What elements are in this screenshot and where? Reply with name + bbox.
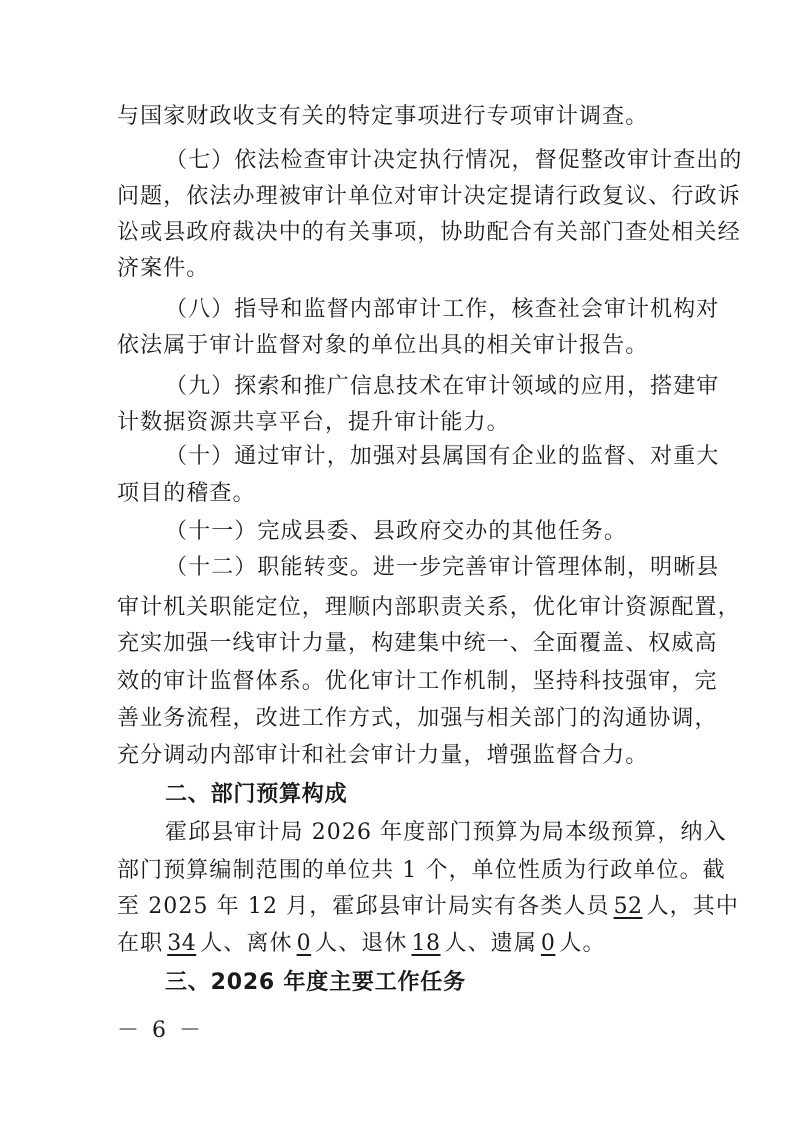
paragraph-line: （九）探索和推广信息技术在审计领域的应用，搭建审	[165, 374, 720, 399]
section-heading-main-tasks: 三、2026 年度主要工作任务	[165, 970, 466, 995]
paragraph-line: 霍邱县审计局 2026 年度部门预算为局本级预算，纳入	[165, 820, 727, 845]
retired-label: 人、离休	[200, 931, 293, 956]
paragraph-line: 充分调动内部审计和社会审计力量，增强监督合力。	[117, 743, 649, 768]
paragraph-line: 依法属于审计监督对象的单位出具的相关审计报告。	[117, 333, 649, 358]
paragraph-line: 问题，依法办理被审计单位对审计决定提请行政复议、行政诉	[117, 184, 741, 209]
paragraph-line: 效的审计监督体系。优化审计工作机制，坚持科技强审，完	[117, 669, 718, 694]
paragraph-line: 审计机关职能定位，理顺内部职责关系，优化审计资源配置，	[117, 595, 741, 620]
staff-breakdown-line	[0, 926, 793, 962]
page-number: － 6 －	[117, 1018, 204, 1043]
paragraph-line: 讼或县政府裁决中的有关事项，协助配合有关部门查处相关经	[117, 220, 741, 245]
paragraph-line: 充实加强一线审计力量，构建集中统一、全面覆盖、权威高	[117, 631, 718, 656]
paragraph-line: 善业务流程，改进工作方式，加强与相关部门的沟通协调，	[117, 706, 718, 731]
staff-total-suffix: 人，其中	[646, 894, 739, 919]
paragraph-line: 济案件。	[117, 256, 210, 281]
section-heading-budget-composition: 二、部门预算构成	[165, 782, 348, 807]
breakdown-end: 人。	[559, 931, 606, 956]
staff-total-value: 52	[613, 894, 643, 919]
retired-value: 0	[296, 931, 312, 956]
pensioner-label: 人、退休	[315, 931, 408, 956]
paragraph-line: （七）依法检查审计决定执行情况，督促整改审计查出的	[165, 148, 743, 173]
paragraph-line: 项目的稽查。	[117, 481, 256, 506]
staff-total-prefix: 至 2025 年 12 月，霍邱县审计局实有各类人员	[117, 894, 610, 919]
staff-total-line	[0, 889, 793, 925]
dependents-value: 0	[540, 931, 556, 956]
paragraph-line: 与国家财政收支有关的特定事项进行专项审计调查。	[117, 104, 649, 129]
dependents-label: 人、遗属	[444, 931, 537, 956]
paragraph-line: （十）通过审计，加强对县属国有企业的监督、对重大	[165, 444, 720, 469]
paragraph-line: （十一）完成县委、县政府交办的其他任务。	[165, 519, 628, 544]
pensioner-value: 18	[411, 931, 441, 956]
paragraph-line: 部门预算编制范围的单位共 1 个，单位性质为行政单位。截	[117, 858, 726, 883]
paragraph-line: （十二）职能转变。进一步完善审计管理体制，明晰县	[165, 555, 720, 580]
paragraph-line: 计数据资源共享平台，提升审计能力。	[117, 410, 510, 435]
paragraph-line: （八）指导和监督内部审计工作，核查社会审计机构对	[165, 297, 720, 322]
in-service-value: 34	[167, 931, 197, 956]
in-service-label: 在职	[117, 931, 164, 956]
